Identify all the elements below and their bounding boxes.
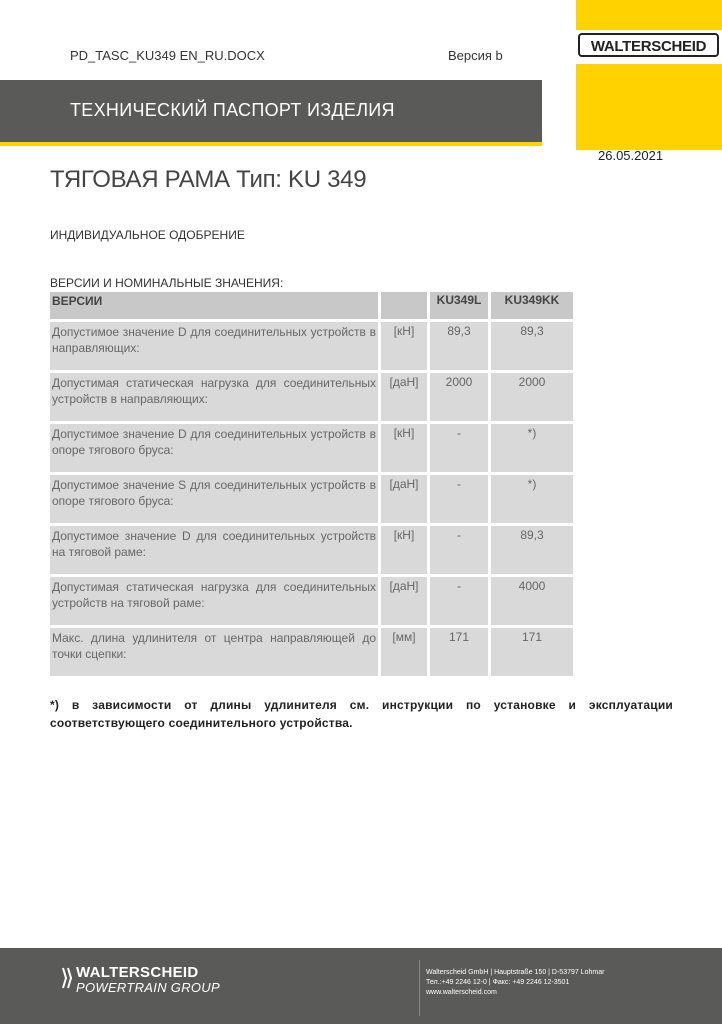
row-ku349l: - (430, 577, 488, 625)
document-version: Версия b (448, 48, 503, 63)
footnote: *) в зависимости от длины удлинителя см. инструкции по установке и эксплуатации соответствующего соединительного устройства. (50, 698, 673, 730)
header-ku349kk: KU349KK (491, 292, 573, 319)
walterscheid-logo: WALTERSCHEID (578, 33, 719, 57)
row-description: Допустимая статическая нагрузка для соединительных устройств на тяговой раме: (50, 577, 378, 625)
title-band-accent (0, 142, 542, 146)
row-unit: [даН] (381, 475, 427, 523)
footer-address: Walterscheid GmbH | Hauptstraße 150 | D-53797 Lohmar (426, 969, 605, 976)
table-row (50, 628, 573, 676)
row-ku349kk: 2000 (491, 373, 573, 421)
footer-group: POWERTRAIN GROUP (76, 980, 220, 995)
table-row (50, 322, 573, 370)
band-title: ТЕХНИЧЕСКИЙ ПАСПОРТ ИЗДЕЛИЯ (70, 100, 395, 120)
row-ku349kk: 171 (491, 628, 573, 676)
brand-logo-block (576, 0, 722, 150)
row-ku349kk: 89,3 (491, 322, 573, 370)
row-unit: [кН] (381, 322, 427, 370)
row-description: Макс. длина удлинителя от центра направляющей до точки сцепки: (50, 628, 378, 676)
header-versions: ВЕРСИИ (50, 292, 378, 319)
section-label: ВЕРСИИ И НОМИНАЛЬНЫЕ ЗНАЧЕНИЯ: (50, 276, 284, 290)
header-ku349l: KU349L (430, 292, 488, 319)
row-description: Допустимое значение D для соединительных устройств в направляющих: (50, 322, 378, 370)
table-row (50, 577, 573, 625)
row-unit: [даН] (381, 577, 427, 625)
footer-brand: WALTERSCHEID (76, 964, 199, 981)
header-unit (381, 292, 427, 319)
document-date: 26.05.2021 (598, 148, 664, 163)
table-header-row (50, 292, 573, 319)
table-row (50, 424, 573, 472)
footer-divider (419, 960, 420, 1016)
page-title: ТЯГОВАЯ РАМА Тип: KU 349 (50, 166, 367, 193)
row-ku349l: 89,3 (430, 322, 488, 370)
row-description: Допустимое значение D для соединительных устройств в опоре тягового бруса: (50, 424, 378, 472)
approval-label: ИНДИВИДУАЛЬНОЕ ОДОБРЕНИЕ (50, 228, 245, 242)
row-ku349l: - (430, 475, 488, 523)
row-ku349kk: 4000 (491, 577, 573, 625)
row-description: Допустимое значение S для соединительных устройств в опоре тягового бруса: (50, 475, 378, 523)
row-description: Допустимое значение D для соединительных устройств на тяговой раме: (50, 526, 378, 574)
row-ku349l: 171 (430, 628, 488, 676)
footer-web-link[interactable]: www.walterscheid.com (426, 989, 497, 996)
row-ku349kk: *) (491, 424, 573, 472)
row-ku349kk: *) (491, 475, 573, 523)
row-ku349kk: 89,3 (491, 526, 573, 574)
row-ku349l: - (430, 526, 488, 574)
document-code: PD_TASC_KU349 EN_RU.DOCX (70, 48, 265, 63)
footer-contact (426, 968, 604, 998)
row-unit: [даН] (381, 373, 427, 421)
specs-table (47, 289, 576, 679)
row-ku349l: - (430, 424, 488, 472)
table-row (50, 526, 573, 574)
table-row (50, 373, 573, 421)
walterscheid-mark-icon (60, 966, 74, 990)
table-row (50, 475, 573, 523)
row-unit: [кН] (381, 424, 427, 472)
footer-phone: Тел.:+49 2246 12-0 | Факс: +49 2246 12-3501 (426, 979, 570, 986)
title-band (0, 80, 542, 142)
row-description: Допустимая статическая нагрузка для соединительных устройств в направляющих: (50, 373, 378, 421)
row-unit: [кН] (381, 526, 427, 574)
row-unit: [мм] (381, 628, 427, 676)
row-ku349l: 2000 (430, 373, 488, 421)
